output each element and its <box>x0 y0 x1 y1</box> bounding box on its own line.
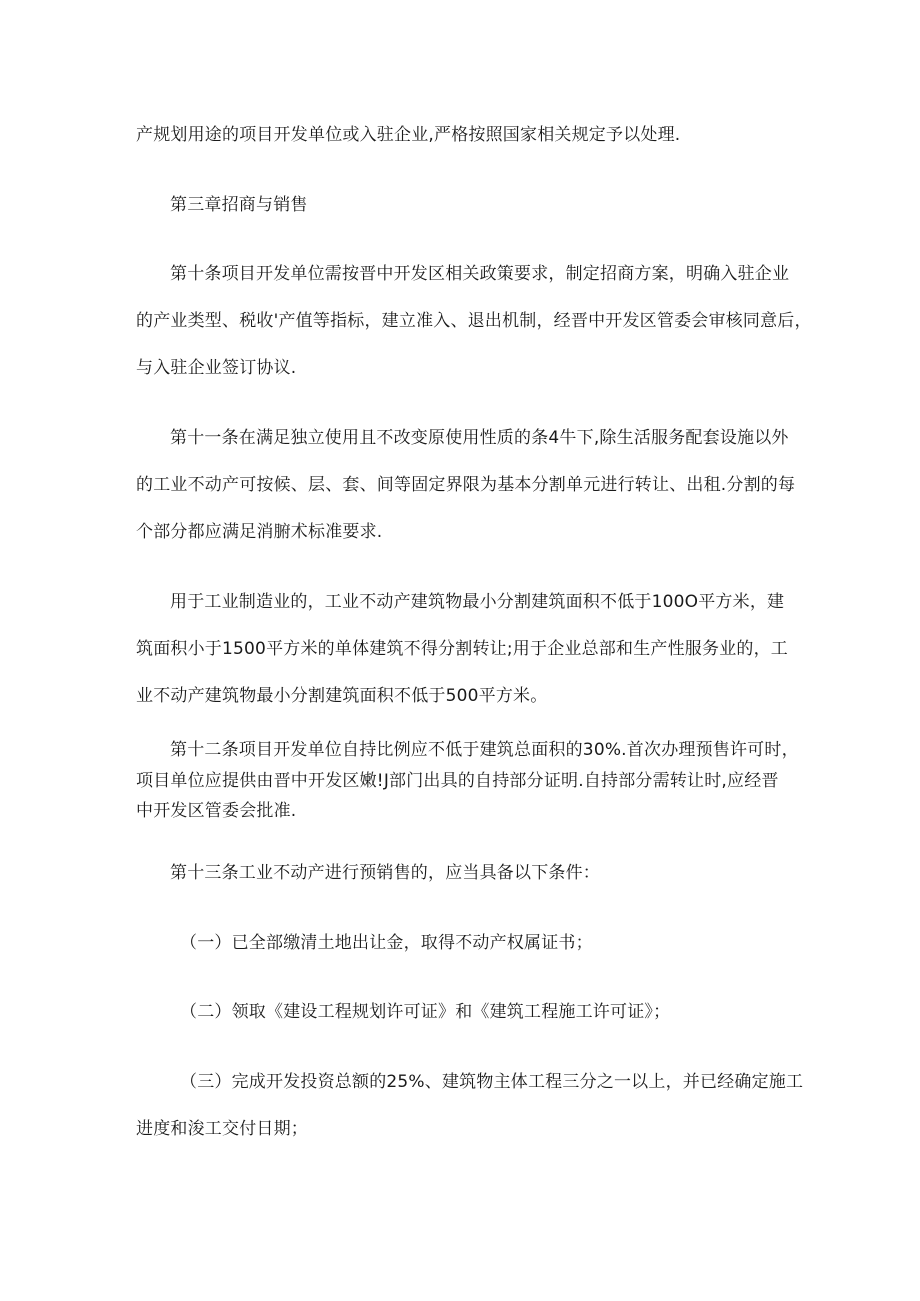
article-11-line-3: 个部分都应满足消腑术标准要求. <box>136 522 383 542</box>
article-10-line-3: 与入驻企业签订协议. <box>136 358 297 378</box>
condition-item-3-line-1: （三）完成开发投资总额的25%、建筑物主体工程三分之一以上，并已经确定施工 <box>180 1072 804 1092</box>
article-11-line-2: 的工业不动产可按候、层、套、间等固定界限为基本分割单元进行转让、出租.分割的每 <box>136 475 796 495</box>
condition-item-2: （二）领取《建设工程规划许可证》和《建筑工程施工许可证》； <box>180 1002 671 1022</box>
article-11-sub-line-3: 业不动产建筑物最小分割建筑面积不低于500平方米。 <box>136 686 548 706</box>
article-11-sub-line-2: 筑面积小于1500平方米的单体建筑不得分割转让;用于企业总部和生产性服务业的，工 <box>136 639 788 659</box>
article-13-line-1: 第十三条工业不动产进行预销售的，应当具备以下条件： <box>170 863 600 883</box>
article-12-line-2: 项目单位应提供由晋中开发区嫩!J部门出具的自持部分证明.自持部分需转让时,应经晋 <box>136 771 779 791</box>
article-11-sub-line-1: 用于工业制造业的，工业不动产建筑物最小分割建筑面积不低于100O平方米，建 <box>170 592 785 612</box>
article-12-line-1: 第十二条项目开发单位自持比例应不低于建筑总面积的30%.首次办理预售许可时， <box>170 740 799 760</box>
article-10-line-2: 的产业类型、税收'产值等指标，建立准入、退出机制，经晋中开发区管委会审核同意后， <box>136 311 812 331</box>
article-11-line-1: 第十一条在满足独立使用且不改变原使用性质的条4牛下,除生活服务配套设施以外 <box>170 428 789 448</box>
condition-item-1: （一）已全部缴清土地出让金，取得不动产权属证书； <box>180 933 593 953</box>
article-12-line-3: 中开发区管委会批准. <box>136 801 297 821</box>
condition-item-3-line-2: 进度和浚工交付日期； <box>136 1119 308 1139</box>
paragraph-line: 产规划用途的项目开发单位或入驻企业,严格按照国家相关规定予以处理. <box>136 125 681 145</box>
chapter-heading: 第三章招商与销售 <box>170 195 308 215</box>
article-10-line-1: 第十条项目开发单位需按晋中开发区相关政策要求，制定招商方案，明确入驻企业 <box>170 264 790 284</box>
